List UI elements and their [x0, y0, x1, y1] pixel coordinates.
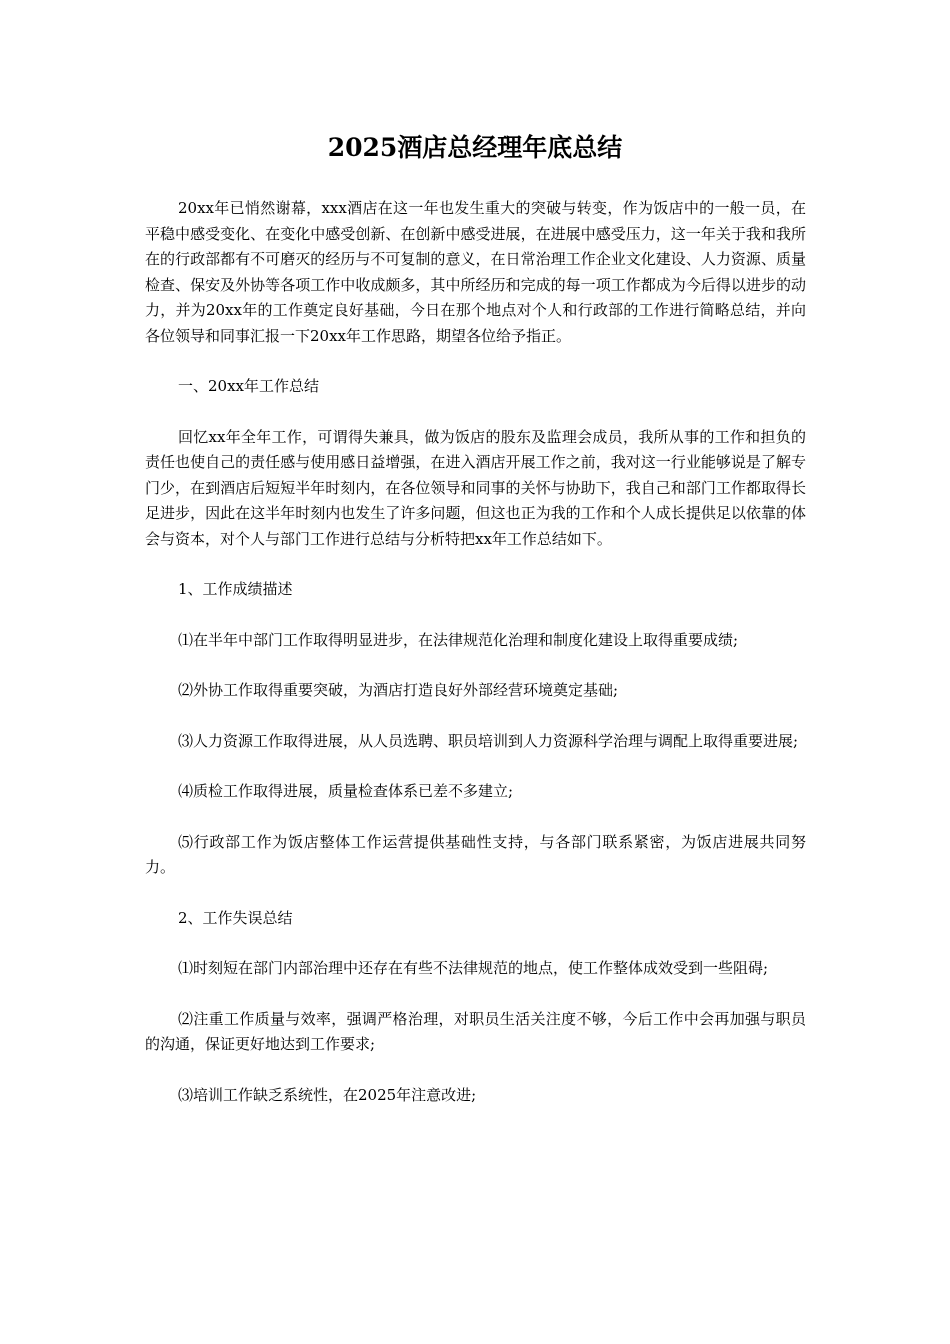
list-item: ⑶培训工作缺乏系统性，在2025年注意改进; — [178, 1085, 477, 1104]
subsection-heading-achievements: 1、工作成绩描述 — [178, 580, 293, 598]
list-item: ⑴在半年中部门工作取得明显进步，在法律规范化治理和制度化建设上取得重要成绩; — [178, 630, 739, 649]
subsection-heading-mistakes: 2、工作失误总结 — [178, 908, 293, 927]
paragraph-review: 回忆xx年全年工作，可谓得失兼具，做为饭店的股东及监理会成员，我所从事的工作和担负的责任也使自己的责任感与使用感日益增强，在进入酒店开展工作之前，我对这一行业能够说是了解专门少，在到酒店后短短半年时刻内，在各位领导和同事的关怀与协助下，我自己和部门工作都取得长足进步，因此在这半年时刻内也发生了许多问题，但这也正为我的工作和个人成长提供足以依靠的体会与资本，对个人与部门工作进行总结与分析特把xx年工作总结如下。 — [145, 427, 806, 548]
list-item: ⑷质检工作取得进展，质量检查体系已差不多建立; — [178, 782, 514, 800]
list-item: ⑸行政部工作为饭店整体工作运营提供基础性支持，与各部门联系紧密，为饭店进展共同努力。 — [145, 832, 806, 876]
document-title: 2025酒店总经理年底总结 — [327, 133, 623, 162]
list-item: ⑴时刻短在部门内部治理中还存在有些不法律规范的地点，使工作整体成效受到一些阻碍; — [178, 959, 769, 977]
list-item: ⑶人力资源工作取得进展，从人员选聘、职员培训到人力资源科学治理与调配上取得重要进展; — [178, 731, 799, 750]
list-item: ⑵外协工作取得重要突破，为酒店打造良好外部经营环境奠定基础; — [178, 681, 619, 699]
section-heading-annual-summary: 一、20xx年工作总结 — [178, 377, 320, 395]
list-item: ⑵注重工作质量与效率，强调严格治理，对职员生活关注度不够，今后工作中会再加强与职员的沟通，保证更好地达到工作要求; — [145, 1009, 806, 1053]
document-body — [145, 196, 806, 1133]
paragraph-intro: 20xx年已悄然谢幕，xxx酒店在这一年也发生重大的突破与转变，作为饭店中的一般一员，在平稳中感受变化、在变化中感受创新、在创新中感受进展，在进展中感受压力，这一年关于我和我所在的行政部都有不可磨灭的经历与不可复制的意义，在日常治理工作企业文化建设、人力资源、质量检查、保安及外协等各项工作中收成颇多，其中所经历和完成的每一项工作都成为今后得以进步的动力，并为20xx年的工作奠定良好基础，今日在那个地点对个人和行政部的工作进行简略总结，并向各位领导和同事汇报一下20xx年工作思路，期望各位给予指正。 — [145, 199, 806, 345]
